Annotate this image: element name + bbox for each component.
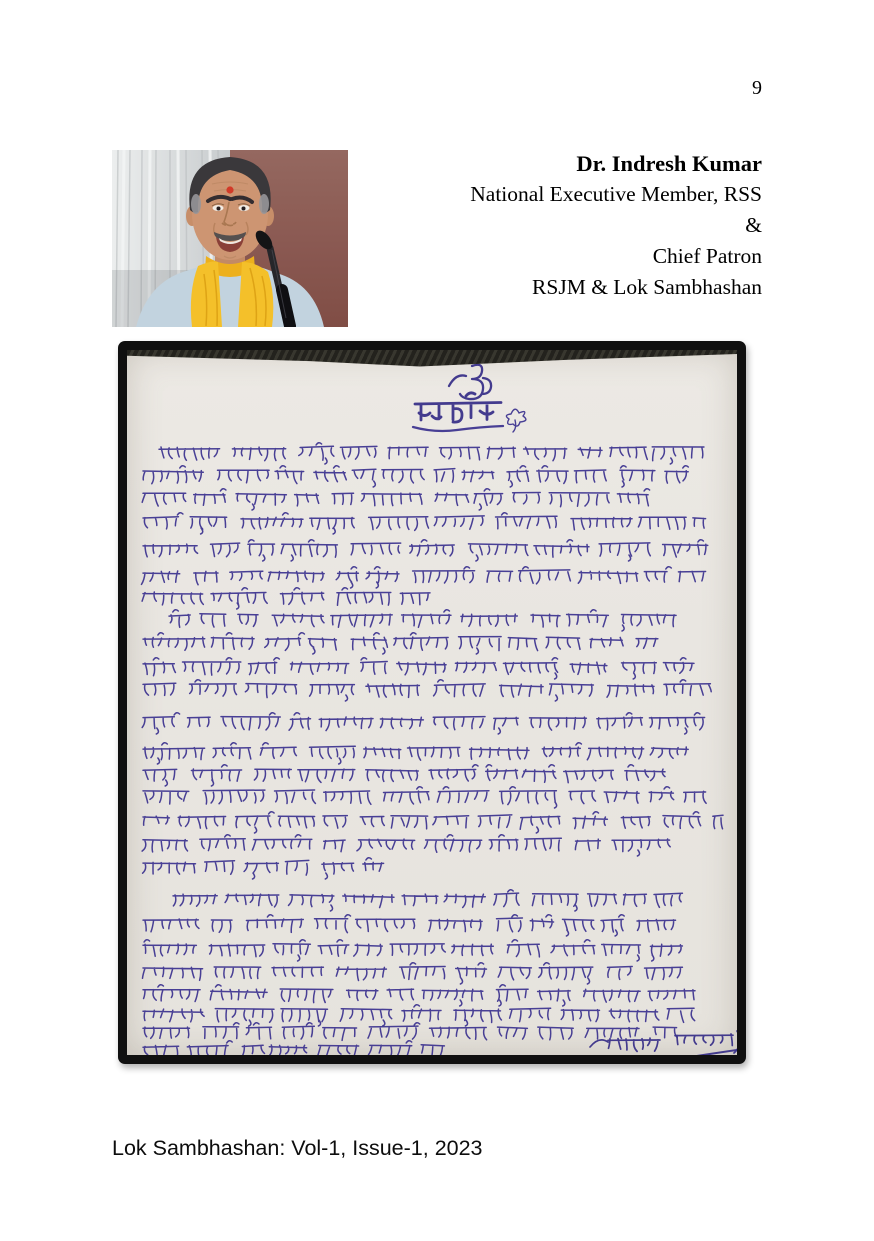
page-number: 9	[752, 77, 762, 99]
letter-line	[143, 963, 683, 984]
author-org: RSJM & Lok Sambhashan	[532, 275, 762, 299]
letter-line	[142, 588, 430, 609]
letter-line	[143, 658, 694, 679]
letter-line	[142, 835, 670, 856]
letter-line	[143, 743, 688, 764]
letter-line	[143, 513, 706, 534]
letter-line	[169, 610, 676, 631]
ampersand: &	[745, 213, 762, 237]
letter-line	[142, 489, 649, 510]
letter-line	[143, 540, 708, 561]
letter-line	[143, 680, 711, 701]
letter-line	[143, 858, 384, 879]
letter-line	[143, 1023, 677, 1041]
letter-line	[142, 713, 704, 734]
journal-footer: Lok Sambhashan: Vol-1, Issue-1, 2023	[112, 1136, 483, 1160]
flower-doodle	[506, 409, 525, 432]
letter-heading	[415, 393, 501, 422]
letter-paper	[127, 350, 737, 1055]
letter-line	[143, 940, 682, 961]
letter-line	[173, 890, 682, 911]
letter-line	[143, 633, 658, 654]
letter-line	[143, 985, 695, 1006]
portrait-illustration	[112, 150, 348, 327]
heading-underline	[413, 426, 503, 431]
author-name: Dr. Indresh Kumar	[576, 151, 762, 176]
author-title: National Executive Member, RSS	[470, 182, 762, 206]
letter-line	[142, 567, 706, 588]
letter-line	[143, 915, 676, 936]
author-photo	[112, 150, 348, 327]
letter-line	[159, 443, 704, 464]
author-role: Chief Patron	[652, 244, 762, 268]
tilak	[226, 186, 233, 193]
signature-underline	[597, 1050, 737, 1055]
letter-line	[143, 787, 706, 808]
letter-line	[143, 812, 723, 833]
letter-line	[143, 765, 665, 786]
letter-line	[143, 466, 688, 487]
author-credit-block	[470, 148, 762, 303]
handwritten-letter-scan	[118, 341, 746, 1064]
handwriting-canvas	[127, 350, 737, 1055]
letter-line	[143, 1041, 444, 1055]
